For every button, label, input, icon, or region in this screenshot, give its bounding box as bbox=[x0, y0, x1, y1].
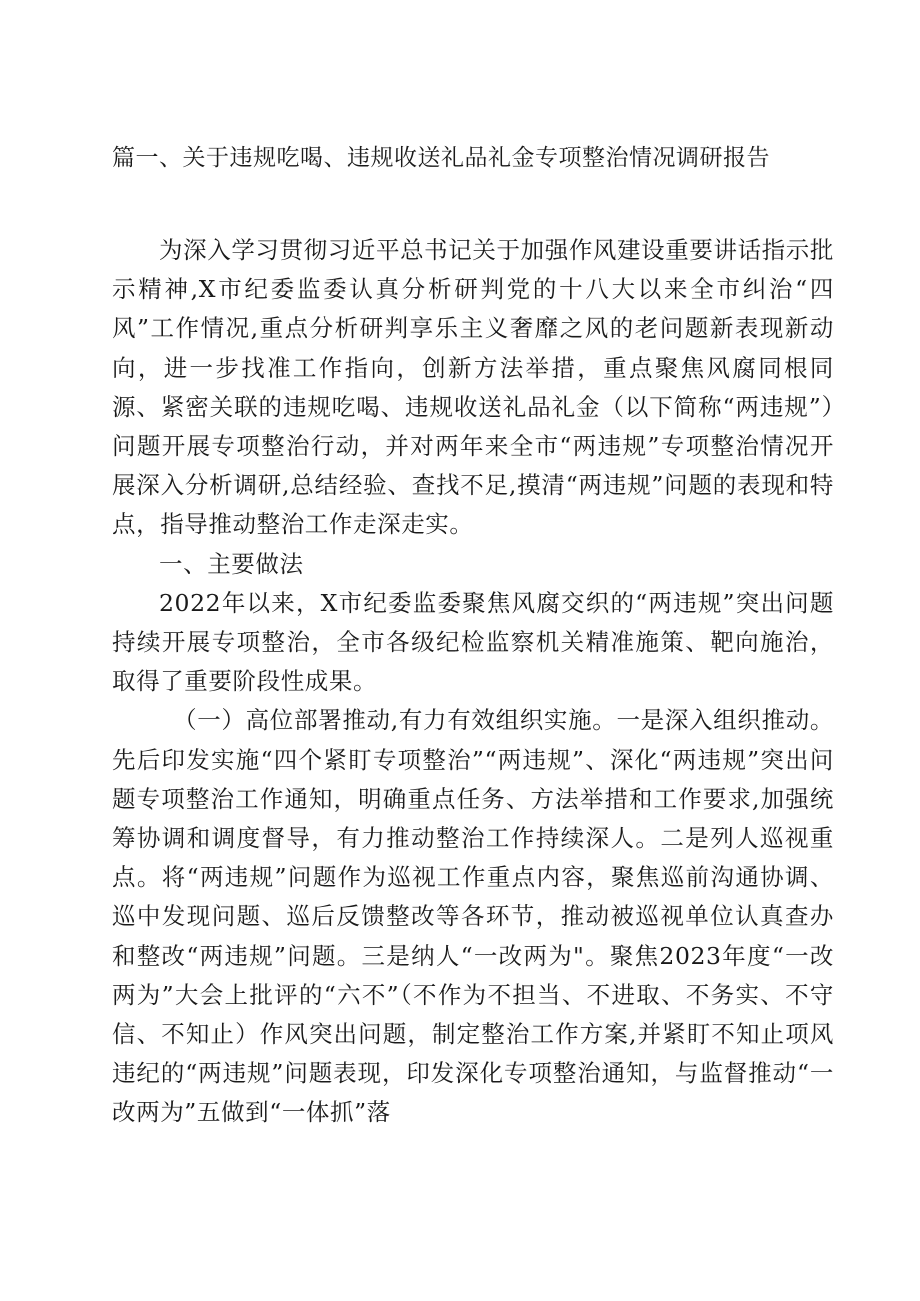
summary-paragraph: 2022年以来，X市纪委监委聚焦风腐交织的“两违规”突出问题持续开展专项整治，全市各级纪检监察机关精准施策、靶向施治，取得了重要阶段性成果。 bbox=[112, 588, 834, 696]
intro-paragraph: 为深入学习贯彻习近平总书记关于加强作风建设重要讲话指示批示精神,X市纪委监委认真分析研判党的十八大以来全市纠治“四风”工作情况,重点分析研判享乐主义奢靡之风的老问题新表现新动向，进一步找准工作指向，创新方法举措，重点聚焦风腐同根同源、紧密关联的违规吃喝、违规收送礼品礼金（以下简称“两违规”）问题开展专项整治行动，并对两年来全市“两违规”专项整治情况开展深入分析调研,总结经验、查找不足,摸清“两违规”问题的表现和特点，指导推动整治工作走深走实。 bbox=[112, 236, 834, 539]
subsection-paragraph: （一）高位部署推动,有力有效组织实施。一是深入组织推动。先后印发实施“四个紧盯专项整治”“两违规”、深化“两违规”突出问题专项整治工作通知，明确重点任务、方法举措和工作要求,加强统筹协调和调度督导，有力推动整治工作持续深人。二是列人巡视重点。将“两违规”问题作为巡视工作重点内容，聚焦巡前沟通协调、巡中发现问题、巡后反馈整改等各环节，推动被巡视单位认真查办和整改“两违规”问题。三是纳人“一改两为"。聚焦2023年度“一改两为”大会上批评的“六不”（不作为不担当、不进取、不务实、不守信、不知止）作风突出问题，制定整治工作方案,并紧盯不知止项风违纪的“两违规”问题表现，印发深化专项整治通知，与监督推动“一改两为”五做到“一体抓”落 bbox=[112, 706, 834, 1127]
section-heading: 一、主要做法 bbox=[159, 549, 304, 578]
document-title: 篇一、关于违规吃喝、违规收送礼品礼金专项整治情况调研报告 bbox=[112, 145, 770, 171]
document-body bbox=[112, 231, 834, 1133]
